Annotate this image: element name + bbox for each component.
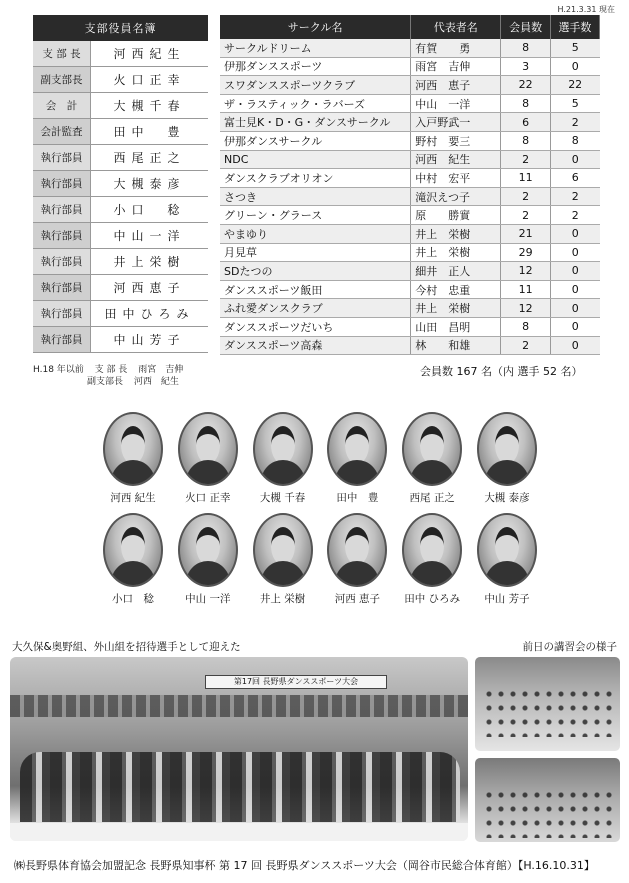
portrait bbox=[474, 513, 540, 606]
person-body bbox=[410, 561, 454, 587]
dancers bbox=[483, 687, 613, 737]
circle-name: ダンススポーツだいち bbox=[220, 317, 411, 336]
athlete-count: 0 bbox=[550, 57, 599, 76]
circle-name: スワダンススポーツクラブ bbox=[220, 76, 411, 95]
former-officers bbox=[33, 364, 183, 388]
roster-header: 支部役員名簿 bbox=[33, 15, 208, 41]
officer-name: 大槻泰彦 bbox=[91, 171, 209, 197]
member-count: 11 bbox=[501, 280, 551, 299]
former-role: 副支部長 bbox=[87, 377, 124, 387]
member-count: 2 bbox=[501, 336, 551, 355]
circle-name: ふれ愛ダンスクラブ bbox=[220, 299, 411, 318]
person-head bbox=[271, 527, 295, 565]
circle-name: 月見草 bbox=[220, 243, 411, 262]
person-body bbox=[111, 460, 155, 486]
circle-row bbox=[220, 299, 600, 318]
former-role: 支 部 長 bbox=[94, 365, 128, 375]
circle-row bbox=[220, 206, 600, 225]
officer-roster-table bbox=[33, 15, 208, 353]
person-head bbox=[495, 527, 519, 565]
bleachers bbox=[10, 695, 468, 717]
portrait-name: 大槻 泰彦 bbox=[484, 492, 530, 504]
group-photo bbox=[10, 657, 468, 841]
portrait-photo bbox=[178, 412, 238, 486]
representative-name: 中村 宏平 bbox=[411, 169, 501, 188]
person-head bbox=[345, 527, 369, 565]
person-head bbox=[121, 527, 145, 565]
circle-name: 伊那ダンススポーツ bbox=[220, 57, 411, 76]
circle-table bbox=[220, 15, 600, 355]
officer-role: 執行部員 bbox=[33, 223, 91, 249]
circle-row bbox=[220, 243, 600, 262]
roster-row bbox=[33, 41, 208, 67]
representative-name: 細井 正人 bbox=[411, 262, 501, 281]
person-head bbox=[196, 426, 220, 464]
officer-name: 中山芳子 bbox=[91, 327, 209, 353]
portrait-photo bbox=[103, 412, 163, 486]
portrait-photo bbox=[327, 513, 387, 587]
workshop-photo-2 bbox=[475, 758, 620, 842]
person-body bbox=[186, 561, 230, 587]
circle-name: NDC bbox=[220, 150, 411, 169]
officer-role: 副支部長 bbox=[33, 67, 91, 93]
portrait-name: 中山 芳子 bbox=[484, 593, 530, 605]
athlete-count: 8 bbox=[550, 131, 599, 150]
officer-name: 河西紀生 bbox=[91, 41, 209, 67]
portrait bbox=[399, 412, 465, 505]
portrait-photo bbox=[103, 513, 163, 587]
officer-name: 大槻千春 bbox=[91, 93, 209, 119]
circle-row bbox=[220, 131, 600, 150]
portrait-name: 井上 栄樹 bbox=[259, 593, 306, 605]
portrait bbox=[324, 412, 390, 505]
member-count: 22 bbox=[501, 76, 551, 95]
member-count: 3 bbox=[501, 57, 551, 76]
member-count: 12 bbox=[501, 299, 551, 318]
circle-name: さつき bbox=[220, 187, 411, 206]
athlete-count: 2 bbox=[550, 187, 599, 206]
roster-row bbox=[33, 145, 208, 171]
roster-row bbox=[33, 197, 208, 223]
circle-name: SDたつの bbox=[220, 262, 411, 281]
portrait-name: 田中 豊 bbox=[336, 492, 379, 504]
representative-name: 山田 昌明 bbox=[411, 317, 501, 336]
circle-name: サークルドリーム bbox=[220, 39, 411, 57]
person-head bbox=[420, 527, 444, 565]
officer-role: 執行部員 bbox=[33, 171, 91, 197]
portrait-photo bbox=[402, 513, 462, 587]
portrait-name: 田中 ひろみ bbox=[404, 593, 461, 605]
circle-name: 伊那ダンスサークル bbox=[220, 131, 411, 150]
person-body bbox=[335, 460, 379, 486]
representative-name: 井上 栄樹 bbox=[411, 243, 501, 262]
representative-name: 中山 一洋 bbox=[411, 94, 501, 113]
circle-row bbox=[220, 224, 600, 243]
dancers bbox=[483, 788, 613, 838]
circle-name: ダンススポーツ飯田 bbox=[220, 280, 411, 299]
portrait-photo bbox=[477, 412, 537, 486]
circle-name: やまゆり bbox=[220, 224, 411, 243]
portrait-row bbox=[100, 412, 540, 505]
representative-name: 原 勝實 bbox=[411, 206, 501, 225]
athlete-count: 6 bbox=[550, 169, 599, 188]
athlete-count: 0 bbox=[550, 224, 599, 243]
former-label: H.18 年以前 bbox=[33, 365, 84, 375]
portrait-photo bbox=[477, 513, 537, 587]
circle-row bbox=[220, 169, 600, 188]
portrait-photo bbox=[178, 513, 238, 587]
portrait-name: 河西 恵子 bbox=[334, 593, 381, 605]
roster-row bbox=[33, 275, 208, 301]
portrait-photo bbox=[402, 412, 462, 486]
officer-role: 執行部員 bbox=[33, 145, 91, 171]
athlete-count: 2 bbox=[550, 113, 599, 132]
representative-name: 井上 栄樹 bbox=[411, 224, 501, 243]
circle-row bbox=[220, 94, 600, 113]
event-caption: ㈱長野県体育協会加盟記念 長野県知事杯 第 17 回 長野県ダンススポーツ大会（岡谷市民総合体育館）【H.16.10.31】 bbox=[14, 859, 595, 872]
circle-row bbox=[220, 113, 600, 132]
person-body bbox=[335, 561, 379, 587]
person-body bbox=[111, 561, 155, 587]
officer-role: 支 部 長 bbox=[33, 41, 91, 67]
roster-row bbox=[33, 249, 208, 275]
circle-row bbox=[220, 76, 600, 95]
athlete-count: 0 bbox=[550, 243, 599, 262]
person-body bbox=[485, 460, 529, 486]
athlete-count: 0 bbox=[550, 262, 599, 281]
circle-name: ダンスクラブオリオン bbox=[220, 169, 411, 188]
member-count: 11 bbox=[501, 169, 551, 188]
portrait-name: 河西 紀生 bbox=[110, 492, 156, 504]
representative-name: 野村 要三 bbox=[411, 131, 501, 150]
circle-row bbox=[220, 187, 600, 206]
portrait bbox=[250, 412, 316, 505]
circle-row bbox=[220, 262, 600, 281]
circle-row bbox=[220, 150, 600, 169]
col-member-count: 会員数 bbox=[501, 15, 551, 39]
person-body bbox=[410, 460, 454, 486]
member-count: 21 bbox=[501, 224, 551, 243]
col-athlete-count: 選手数 bbox=[550, 15, 599, 39]
officer-role: 執行部員 bbox=[33, 249, 91, 275]
portrait-gallery bbox=[100, 412, 540, 614]
athlete-count: 0 bbox=[550, 150, 599, 169]
athlete-count: 2 bbox=[550, 206, 599, 225]
portrait-name: 西尾 正之 bbox=[409, 492, 455, 504]
portrait bbox=[100, 513, 166, 606]
member-count: 2 bbox=[501, 206, 551, 225]
roster-row bbox=[33, 67, 208, 93]
circle-row bbox=[220, 57, 600, 76]
col-representative: 代表者名 bbox=[411, 15, 501, 39]
member-count: 2 bbox=[501, 150, 551, 169]
person-head bbox=[420, 426, 444, 464]
officer-name: 小口 稔 bbox=[91, 197, 209, 223]
representative-name: 雨宮 吉伸 bbox=[411, 57, 501, 76]
roster-row bbox=[33, 223, 208, 249]
person-head bbox=[121, 426, 145, 464]
circle-name: ザ・ラスティック・ラバーズ bbox=[220, 94, 411, 113]
member-count: 8 bbox=[501, 39, 551, 57]
officer-name: 井上栄樹 bbox=[91, 249, 209, 275]
circle-row bbox=[220, 39, 600, 57]
person-head bbox=[345, 426, 369, 464]
officer-role: 執行部員 bbox=[33, 197, 91, 223]
portrait-row bbox=[100, 513, 540, 606]
officer-role: 会計監査 bbox=[33, 119, 91, 145]
member-count: 8 bbox=[501, 131, 551, 150]
portrait bbox=[474, 412, 540, 505]
representative-name: 今村 忠重 bbox=[411, 280, 501, 299]
as-of-date: H.21.3.31 現在 bbox=[557, 5, 615, 14]
member-count: 6 bbox=[501, 113, 551, 132]
officer-name: 田中 豊 bbox=[91, 119, 209, 145]
officer-role: 執行部員 bbox=[33, 327, 91, 353]
member-count: 2 bbox=[501, 187, 551, 206]
portrait bbox=[399, 513, 465, 606]
former-name: 河西 紀生 bbox=[133, 377, 179, 387]
group-of-people bbox=[20, 752, 460, 822]
officer-name: 中山一洋 bbox=[91, 223, 209, 249]
officer-role: 会 計 bbox=[33, 93, 91, 119]
representative-name: 有賀 勇 bbox=[411, 39, 501, 57]
circle-name: グリーン・グラース bbox=[220, 206, 411, 225]
athlete-count: 5 bbox=[550, 94, 599, 113]
athlete-count: 0 bbox=[550, 299, 599, 318]
athlete-count: 0 bbox=[550, 336, 599, 355]
portrait-name: 中山 一洋 bbox=[185, 593, 231, 605]
athlete-count: 0 bbox=[550, 280, 599, 299]
representative-name: 河西 恵子 bbox=[411, 76, 501, 95]
person-head bbox=[196, 527, 220, 565]
col-circle-name: サークル名 bbox=[220, 15, 411, 39]
athlete-count: 5 bbox=[550, 39, 599, 57]
portrait-photo bbox=[327, 412, 387, 486]
person-body bbox=[261, 561, 305, 587]
member-count: 8 bbox=[501, 94, 551, 113]
person-body bbox=[186, 460, 230, 486]
officer-role: 執行部員 bbox=[33, 275, 91, 301]
officer-role: 執行部員 bbox=[33, 301, 91, 327]
member-summary: 会員数 167 名（内 選手 52 名） bbox=[420, 365, 583, 378]
portrait-name: 大槻 千春 bbox=[259, 492, 306, 504]
athlete-count: 22 bbox=[550, 76, 599, 95]
officer-name: 河西恵子 bbox=[91, 275, 209, 301]
officer-name: 火口正幸 bbox=[91, 67, 209, 93]
circle-name: 富士見K・D・G・ダンスサークル bbox=[220, 113, 411, 132]
representative-name: 入戸野武一 bbox=[411, 113, 501, 132]
roster-row bbox=[33, 93, 208, 119]
portrait bbox=[175, 513, 241, 606]
person-body bbox=[485, 561, 529, 587]
portrait bbox=[324, 513, 390, 606]
workshop-photo-1 bbox=[475, 657, 620, 751]
roster-row bbox=[33, 171, 208, 197]
portrait-photo bbox=[253, 513, 313, 587]
person-head bbox=[271, 426, 295, 464]
photo-caption-left: 大久保&奥野組、外山組を招待選手として迎えた bbox=[12, 641, 241, 653]
portrait-name: 火口 正幸 bbox=[185, 492, 231, 504]
circle-row bbox=[220, 280, 600, 299]
member-count: 12 bbox=[501, 262, 551, 281]
portrait bbox=[175, 412, 241, 505]
representative-name: 井上 栄樹 bbox=[411, 299, 501, 318]
athlete-count: 0 bbox=[550, 317, 599, 336]
portrait-photo bbox=[253, 412, 313, 486]
portrait-name: 小口 稔 bbox=[112, 593, 154, 605]
gym-floor bbox=[10, 823, 468, 841]
roster-row bbox=[33, 301, 208, 327]
roster-row bbox=[33, 327, 208, 353]
member-count: 29 bbox=[501, 243, 551, 262]
officer-name: 田中ひろみ bbox=[91, 301, 209, 327]
former-name: 雨宮 吉伸 bbox=[138, 365, 184, 375]
photo-caption-right: 前日の講習会の様子 bbox=[522, 641, 617, 653]
member-count: 8 bbox=[501, 317, 551, 336]
circle-name: ダンススポーツ高森 bbox=[220, 336, 411, 355]
person-head bbox=[495, 426, 519, 464]
circle-row bbox=[220, 317, 600, 336]
representative-name: 林 和雄 bbox=[411, 336, 501, 355]
officer-name: 西尾正之 bbox=[91, 145, 209, 171]
circle-row bbox=[220, 336, 600, 355]
portrait bbox=[250, 513, 316, 606]
event-banner: 第17回 長野県ダンススポーツ大会 bbox=[205, 675, 387, 689]
representative-name: 河西 紀生 bbox=[411, 150, 501, 169]
portrait bbox=[100, 412, 166, 505]
person-body bbox=[261, 460, 305, 486]
representative-name: 滝沢えつ子 bbox=[411, 187, 501, 206]
roster-row bbox=[33, 119, 208, 145]
